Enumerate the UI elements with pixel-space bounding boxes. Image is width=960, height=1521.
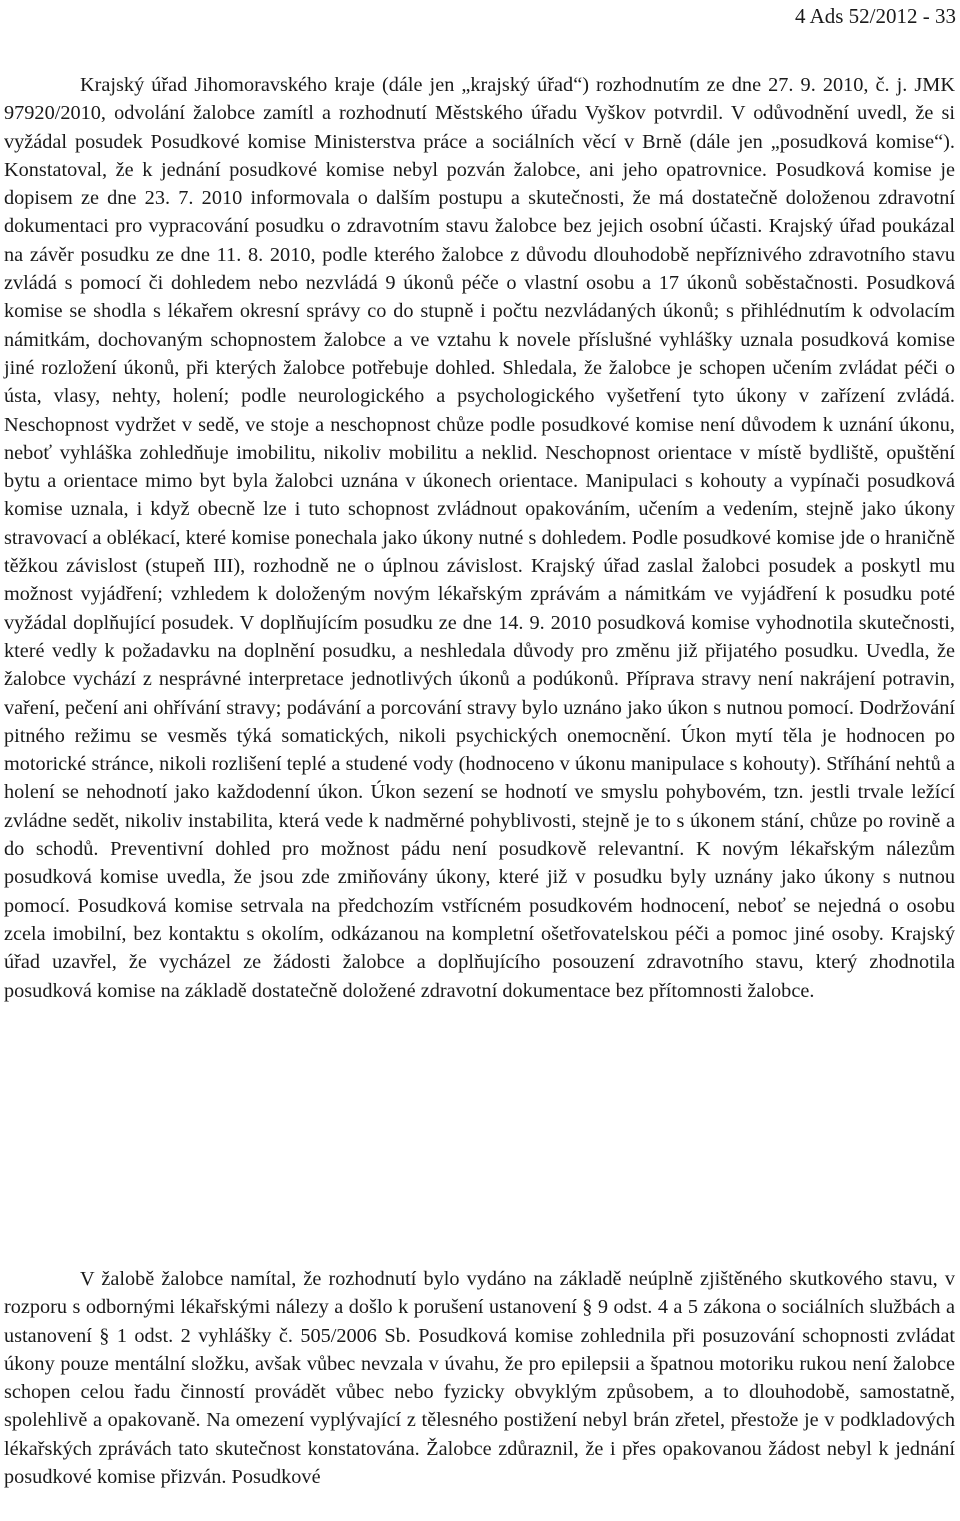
paragraph: Krajský úřad Jihomoravského kraje (dále jen „krajský úřad“) rozhodnutím ze dne 27. 9. 2010, č. j. JMK 97920/2010, odvolání žalobce zamítl a rozhodnutí Městského úřadu Vyškov potvrdil. V odůvodnění uvedl, že si vyžádal posudek Posudkové komise Ministerstva práce a sociálních věcí v Brně (dále jen „posudková komise“). Konstatoval, že k jednání posudkové komise nebyl pozván žalobce, ani jeho opatrovnice. Posudková komise je dopisem ze dne 23. 7. 2010 informovala o dalším postupu a skutečnosti, že má dostatečně doloženou zdravotní dokumentaci pro vypracování posudku o zdravotním stavu žalobce bez jejich osobní účasti. Krajský úřad poukázal na závěr posudku ze dne 11. 8. 2010, podle kterého žalobce z důvodu dlouhodobě nepříznivého zdravotního stavu zvládá s pomocí či dohledem nebo nezvládá 9 úkonů péče o vlastní osobu a 17 úkonů soběstačnosti. Posudková komise se shodla s lékařem okresní správy co do stupně i počtu nezvládaných úkonů; s přihlédnutím k odvolacím námitkám, dochovaným schopnostem žalobce a ve vztahu k novele příslušné vyhlášky uznala posudková komise jiné rozložení úkonů, při kterých žalobce potřebuje dohled. Shledala, že žalobce je schopen učením zvládat péči o ústa, vlasy, nehty, holení; podle neurologického a psychologického vyšetření tyto úkony v zařízení zvládá. Neschopnost vydržet v sedě, ve stoje a neschopnost chůze podle posudkové komise není důvodem k uznání úkonu, neboť vyhláška zohledňuje imobilitu, nikoliv mobilitu a neklid. Neschopnost orientace v místě bydliště, opuštění bytu a orientace mimo byt byla žalobci uznána v úkonech orientace. Manipulaci s kohouty a vypínači posudková komise uznala, i když obecně lze i tuto schopnost zvládnout opakováním, učením a vedením, stejně jako úkony stravovací a oblékací, které komise ponechala jako úkony nutné s dohledem. Podle posudkové komise jde o hraničně těžkou závislost (stupeň III), rozhodně ne o úplnou závislost. Krajský úřad zaslal žalobci posudek a poskytl mu možnost vyjádření; vzhledem k doloženým novým lékařským zprávám a námitkám ve vyjádření k posudku poté vyžádal doplňující posudek. V doplňujícím posudku ze dne 14. 9. 2010 posudková komise vyhodnotila skutečnosti, které vedly k požadavku na doplnění posudku, a neshledala důvody pro změnu již přijatého posudku. Uvedla, že žalobce vychází z nesprávné interpretace jednotlivých úkonů a podúkonů. Příprava stravy není nakrájení potravin, vaření, pečení ani ohřívání stravy; podávání a porcování stravy bylo uznáno jako úkon s nutnou pomocí. Dodržování pitného režimu se vesměs týká somatických, nikoli psychických onemocnění. Úkon mytí těla je hodnocen po motorické stránce, nikoli rozlišení teplé a studené vody (hodnoceno v úkonu manipulace s kohouty). Stříhání nehtů a holení se nehodnotí jako každodenní úkon. Úkon sezení se hodnotí ve smyslu pohybovém, tzn. jestli trvale ležící zvládne sedět, nikoliv instabilita, která vede k nadměrné pohyblivosti, stejně je to s úkonem stání, chůze po rovině a do schodů. Preventivní dohled pro možnost pádu není posudkově relevantní. K novým lékařským nálezům posudková komise uvedla, že jsou zde zmiňovány úkony, které již v posudku byly uznány jako úkony s nutnou pomocí. Posudková komise setrvala na předchozím vstřícném posudkovém hodnocení, neboť se nejedná o osobu zcela imobilní, bez kontaktu s okolím, odkázanou na kompletní ošetřovatelskou péči a pomoc jiné osoby. Krajský úřad uzavřel, že vycházel ze žádosti žalobce a doplňujícího posouzení zdravotního stavu, který zhodnotila posudková komise na základě dostatečně doložené zdravotní dokumentace bez přítomnosti žalobce. — [4, 74, 955, 1002]
case-reference-header: 4 Ads 52/2012 - 33 — [794, 4, 956, 28]
document-body — [4, 71, 955, 1005]
paragraph: V žalobě žalobce namítal, že rozhodnutí bylo vydáno na základě neúplně zjištěného skutkového stavu, v rozporu s odbornými lékařskými nálezy a došlo k porušení ustanovení § 9 odst. 4 a 5 zákona o sociálních službách a ustanovení § 1 odst. 2 vyhlášky č. 505/2006 Sb. Posudková komise zohlednila při posuzování schopnosti zvládat úkony pouze mentální složku, avšak vůbec nevzala v úvahu, že pro epilepsii a špatnou motoriku rukou není žalobce schopen celou řadu činností provádět vůbec nebo fyzicky obvyklým způsobem, a to dlouhodobě, samostatně, spolehlivě a opakovaně. Na omezení vyplývající z tělesného postižení nebyl brán zřetel, přestože je v podkladových lékařských zprávách tato skutečnost konstatována. Žalobce zdůraznil, že i přes opakovanou žádost nebyl k jednání posudkové komise přizván. Posudkové — [4, 1268, 955, 1489]
document-body-continued — [4, 1265, 955, 1491]
